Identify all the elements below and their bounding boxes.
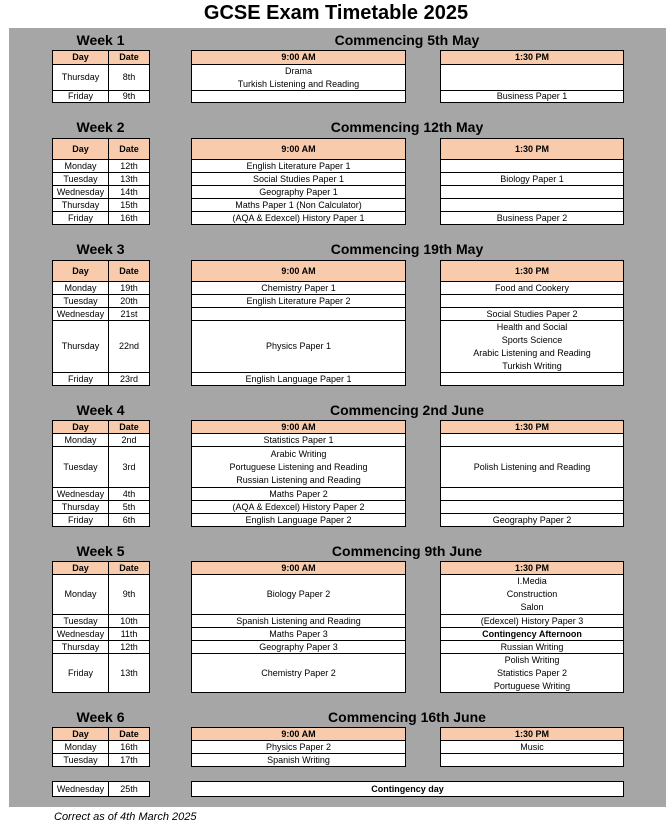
exam-entry: Food and Cookery bbox=[494, 282, 570, 293]
date-label: 11th bbox=[120, 628, 138, 639]
date-label: 20th bbox=[120, 295, 138, 306]
date-label: 9th bbox=[122, 91, 136, 101]
exam-entry: Sports Science bbox=[501, 334, 563, 345]
date-label: 3rd bbox=[122, 461, 136, 472]
date-label: 15th bbox=[120, 199, 138, 210]
pm-exam-cell bbox=[440, 294, 624, 308]
day-label: Thursday bbox=[61, 72, 100, 82]
header-label: Day bbox=[72, 421, 89, 432]
date-label: 2nd bbox=[121, 434, 137, 445]
date-cell bbox=[108, 372, 150, 386]
header-label: 9:00 AM bbox=[281, 421, 316, 432]
day-label: Tuesday bbox=[63, 461, 98, 472]
date-label: 13th bbox=[120, 667, 138, 678]
date-cell bbox=[108, 198, 150, 212]
header-label: Date bbox=[119, 143, 139, 154]
date-cell bbox=[108, 753, 150, 767]
exam-entry: Spanish Listening and Reading bbox=[236, 615, 361, 626]
day-label: Friday bbox=[67, 373, 93, 384]
header-label: 1:30 PM bbox=[514, 421, 549, 432]
pm-exam-cell bbox=[440, 211, 624, 225]
day-cell bbox=[52, 627, 109, 641]
exam-entry: Geography Paper 1 bbox=[259, 186, 338, 197]
day-label: Friday bbox=[67, 667, 93, 678]
exam-entry: Biology Paper 1 bbox=[500, 173, 564, 184]
header-label: Date bbox=[119, 728, 139, 739]
date-cell bbox=[108, 513, 150, 527]
header-label: Date bbox=[119, 52, 139, 62]
date-cell bbox=[108, 740, 150, 754]
exam-entry: Arabic Listening and Reading bbox=[473, 347, 591, 358]
date-cell bbox=[108, 446, 150, 488]
date-label: 4th bbox=[122, 488, 136, 499]
exam-entry: Polish Writing bbox=[504, 654, 560, 665]
pm-exam-cell bbox=[440, 487, 624, 501]
day-label: Monday bbox=[64, 434, 97, 445]
commencing-title: Commencing 16th June bbox=[328, 709, 486, 725]
pm-exam-cell bbox=[440, 513, 624, 527]
header-label: Day bbox=[72, 562, 89, 573]
day-label: Wednesday bbox=[56, 186, 105, 197]
contingency-day-cell bbox=[52, 781, 109, 797]
day-label: Tuesday bbox=[63, 295, 98, 306]
date-cell bbox=[108, 640, 150, 654]
date-label: 6th bbox=[122, 514, 136, 525]
day-label: Wednesday bbox=[56, 488, 105, 499]
pm-exam-cell bbox=[440, 740, 624, 754]
date-label: 10th bbox=[120, 615, 138, 626]
pm-exam-cell bbox=[440, 574, 624, 615]
column-header-day bbox=[52, 50, 109, 65]
exam-entry: Social Studies Paper 2 bbox=[486, 308, 578, 319]
day-cell bbox=[52, 433, 109, 447]
date-label: 8th bbox=[122, 72, 136, 82]
exam-entry: Business Paper 1 bbox=[496, 91, 568, 101]
column-header-date bbox=[108, 50, 150, 65]
am-exam-cell bbox=[191, 753, 406, 767]
commencing-title: Commencing 5th May bbox=[334, 32, 480, 48]
day-cell bbox=[52, 372, 109, 386]
day-label: Monday bbox=[64, 741, 97, 752]
am-exam-cell bbox=[191, 172, 406, 186]
day-cell bbox=[52, 500, 109, 514]
exam-entry: Turkish Writing bbox=[502, 360, 562, 371]
pm-exam-cell bbox=[440, 185, 624, 199]
am-exam-cell bbox=[191, 198, 406, 212]
exam-entry: Turkish Listening and Reading bbox=[237, 78, 360, 89]
column-header-day bbox=[52, 260, 109, 282]
exam-entry: Chemistry Paper 1 bbox=[261, 282, 336, 293]
exam-entry: Social Studies Paper 1 bbox=[252, 173, 345, 184]
header-label: 9:00 AM bbox=[281, 728, 316, 739]
pm-exam-cell bbox=[440, 753, 624, 767]
date-cell bbox=[108, 320, 150, 373]
exam-entry: Geography Paper 2 bbox=[492, 514, 572, 525]
am-exam-cell bbox=[191, 294, 406, 308]
pm-exam-cell bbox=[440, 159, 624, 173]
am-exam-cell bbox=[191, 281, 406, 295]
day-cell bbox=[52, 307, 109, 321]
header-label: Day bbox=[72, 143, 89, 154]
header-label: Date bbox=[119, 265, 139, 276]
column-header-pm bbox=[440, 561, 624, 575]
header-label: Day bbox=[72, 52, 89, 62]
exam-entry: I.Media bbox=[517, 576, 547, 586]
column-header-pm bbox=[440, 260, 624, 282]
day-cell bbox=[52, 640, 109, 654]
week-title: Week 6 bbox=[76, 709, 125, 725]
date-cell bbox=[108, 433, 150, 447]
exam-entry: (AQA & Edexcel) History Paper 2 bbox=[232, 501, 365, 512]
column-header-day bbox=[52, 561, 109, 575]
column-header-pm bbox=[440, 420, 624, 434]
day-cell bbox=[52, 64, 109, 91]
date-cell bbox=[108, 159, 150, 173]
day-cell bbox=[52, 653, 109, 693]
column-header-pm bbox=[440, 50, 624, 65]
commencing-title: Commencing 9th June bbox=[331, 543, 483, 559]
date-label: 25th bbox=[120, 783, 138, 794]
day-cell bbox=[52, 211, 109, 225]
column-header-pm bbox=[440, 727, 624, 741]
week-title: Week 1 bbox=[76, 32, 125, 48]
day-label: Thursday bbox=[61, 199, 100, 210]
exam-entry: Russian Listening and Reading bbox=[236, 474, 361, 485]
column-header-date bbox=[108, 727, 150, 741]
day-cell bbox=[52, 294, 109, 308]
date-label: 16th bbox=[120, 212, 138, 223]
date-label: 23rd bbox=[119, 373, 138, 384]
exam-entry: Biology Paper 2 bbox=[266, 589, 331, 599]
date-cell bbox=[108, 185, 150, 199]
header-label: 1:30 PM bbox=[514, 143, 549, 154]
exam-entry: Music bbox=[520, 741, 544, 752]
date-label: 22nd bbox=[118, 341, 140, 351]
header-label: Date bbox=[119, 562, 139, 573]
am-exam-cell bbox=[191, 211, 406, 225]
date-cell bbox=[108, 574, 150, 615]
contingency-date-cell bbox=[108, 781, 150, 797]
header-label: Date bbox=[119, 421, 139, 432]
day-label: Thursday bbox=[61, 341, 100, 351]
column-header-day bbox=[52, 420, 109, 434]
am-exam-cell bbox=[191, 640, 406, 654]
am-exam-cell bbox=[191, 627, 406, 641]
pm-exam-cell bbox=[440, 653, 624, 693]
exam-entry: (AQA & Edexcel) History Paper 1 bbox=[232, 212, 365, 223]
header-label: Day bbox=[72, 728, 89, 739]
pm-exam-cell bbox=[440, 500, 624, 514]
date-cell bbox=[108, 307, 150, 321]
exam-entry: Construction bbox=[506, 589, 558, 599]
header-label: 9:00 AM bbox=[281, 143, 316, 154]
exam-entry: Business Paper 2 bbox=[496, 212, 568, 223]
pm-exam-cell bbox=[440, 64, 624, 91]
date-cell bbox=[108, 281, 150, 295]
exam-entry: Physics Paper 1 bbox=[265, 341, 332, 351]
footer-note: Correct as of 4th March 2025 bbox=[54, 811, 197, 823]
day-label: Thursday bbox=[61, 641, 100, 652]
column-header-am bbox=[191, 727, 406, 741]
day-cell bbox=[52, 320, 109, 373]
exam-entry: Health and Social bbox=[496, 321, 568, 332]
date-cell bbox=[108, 211, 150, 225]
am-exam-cell bbox=[191, 64, 406, 91]
date-cell bbox=[108, 653, 150, 693]
exam-entry: Contingency Afternoon bbox=[482, 628, 582, 639]
pm-exam-cell bbox=[440, 281, 624, 295]
date-label: 16th bbox=[120, 741, 138, 752]
am-exam-cell bbox=[191, 740, 406, 754]
am-exam-cell bbox=[191, 372, 406, 386]
am-exam-cell bbox=[191, 90, 406, 103]
exam-entry: English Language Paper 1 bbox=[245, 373, 352, 384]
exam-entry: Polish Listening and Reading bbox=[473, 461, 591, 472]
contingency-label: Contingency day bbox=[371, 783, 444, 794]
header-label: 1:30 PM bbox=[514, 728, 549, 739]
exam-entry: Maths Paper 3 bbox=[269, 628, 328, 639]
exam-entry: Portuguese Listening and Reading bbox=[229, 461, 368, 472]
pm-exam-cell bbox=[440, 90, 624, 103]
date-cell bbox=[108, 90, 150, 103]
contingency-day-banner bbox=[191, 781, 624, 797]
week-title: Week 5 bbox=[76, 543, 125, 559]
date-cell bbox=[108, 64, 150, 91]
column-header-date bbox=[108, 138, 150, 160]
day-cell bbox=[52, 740, 109, 754]
date-cell bbox=[108, 500, 150, 514]
header-label: Day bbox=[72, 265, 89, 276]
am-exam-cell bbox=[191, 513, 406, 527]
am-exam-cell bbox=[191, 653, 406, 693]
day-label: Wednesday bbox=[56, 783, 105, 794]
pm-exam-cell bbox=[440, 640, 624, 654]
exam-entry: Statistics Paper 2 bbox=[496, 667, 568, 678]
header-label: 1:30 PM bbox=[514, 52, 549, 62]
commencing-title: Commencing 2nd June bbox=[329, 402, 485, 418]
pm-exam-cell bbox=[440, 433, 624, 447]
date-cell bbox=[108, 172, 150, 186]
day-cell bbox=[52, 753, 109, 767]
date-cell bbox=[108, 294, 150, 308]
header-label: 1:30 PM bbox=[514, 265, 549, 276]
exam-entry: Physics Paper 2 bbox=[265, 741, 332, 752]
am-exam-cell bbox=[191, 446, 406, 488]
date-label: 12th bbox=[120, 641, 138, 652]
exam-entry: Maths Paper 2 bbox=[269, 488, 328, 499]
day-label: Friday bbox=[67, 514, 93, 525]
date-label: 12th bbox=[120, 160, 138, 171]
am-exam-cell bbox=[191, 487, 406, 501]
day-cell bbox=[52, 281, 109, 295]
header-label: 9:00 AM bbox=[281, 265, 316, 276]
day-cell bbox=[52, 487, 109, 501]
column-header-pm bbox=[440, 138, 624, 160]
week-title: Week 2 bbox=[76, 119, 125, 135]
pm-exam-cell bbox=[440, 372, 624, 386]
date-cell bbox=[108, 627, 150, 641]
day-cell bbox=[52, 574, 109, 615]
page-title: GCSE Exam Timetable 2025 bbox=[203, 2, 469, 24]
day-label: Thursday bbox=[61, 501, 100, 512]
column-header-am bbox=[191, 561, 406, 575]
date-label: 13th bbox=[120, 173, 138, 184]
day-label: Wednesday bbox=[56, 628, 105, 639]
am-exam-cell bbox=[191, 320, 406, 373]
exam-entry: Arabic Writing bbox=[270, 448, 327, 459]
column-header-day bbox=[52, 727, 109, 741]
pm-exam-cell bbox=[440, 627, 624, 641]
exam-entry: Spanish Writing bbox=[267, 754, 330, 765]
date-label: 9th bbox=[122, 589, 136, 599]
date-label: 14th bbox=[120, 186, 138, 197]
pm-exam-cell bbox=[440, 320, 624, 373]
pm-exam-cell bbox=[440, 614, 624, 628]
column-header-date bbox=[108, 260, 150, 282]
pm-exam-cell bbox=[440, 172, 624, 186]
date-label: 5th bbox=[122, 501, 136, 512]
header-label: 1:30 PM bbox=[514, 562, 549, 573]
day-cell bbox=[52, 159, 109, 173]
column-header-date bbox=[108, 561, 150, 575]
header-label: 9:00 AM bbox=[281, 562, 316, 573]
exam-entry: (Edexcel) History Paper 3 bbox=[480, 615, 584, 626]
day-cell bbox=[52, 172, 109, 186]
exam-entry: Statistics Paper 1 bbox=[263, 434, 334, 445]
day-label: Friday bbox=[67, 212, 93, 223]
exam-entry: Russian Writing bbox=[500, 641, 564, 652]
am-exam-cell bbox=[191, 307, 406, 321]
am-exam-cell bbox=[191, 500, 406, 514]
exam-entry: Chemistry Paper 2 bbox=[261, 667, 336, 678]
day-cell bbox=[52, 446, 109, 488]
pm-exam-cell bbox=[440, 446, 624, 488]
day-cell bbox=[52, 198, 109, 212]
day-label: Wednesday bbox=[56, 308, 105, 319]
am-exam-cell bbox=[191, 185, 406, 199]
day-label: Monday bbox=[64, 160, 97, 171]
pm-exam-cell bbox=[440, 307, 624, 321]
am-exam-cell bbox=[191, 433, 406, 447]
day-label: Tuesday bbox=[63, 173, 98, 184]
am-exam-cell bbox=[191, 159, 406, 173]
day-label: Friday bbox=[67, 91, 93, 101]
commencing-title: Commencing 19th May bbox=[330, 241, 484, 257]
column-header-am bbox=[191, 138, 406, 160]
exam-entry: English Literature Paper 2 bbox=[246, 295, 351, 306]
day-label: Tuesday bbox=[63, 754, 98, 765]
column-header-am bbox=[191, 50, 406, 65]
exam-entry: Maths Paper 1 (Non Calculator) bbox=[235, 199, 362, 210]
am-exam-cell bbox=[191, 574, 406, 615]
commencing-title: Commencing 12th May bbox=[330, 119, 484, 135]
day-label: Monday bbox=[64, 589, 97, 599]
column-header-am bbox=[191, 260, 406, 282]
exam-entry: English Language Paper 2 bbox=[245, 514, 352, 525]
day-cell bbox=[52, 185, 109, 199]
exam-entry: Salon bbox=[520, 602, 544, 612]
exam-entry: Drama bbox=[284, 65, 312, 76]
column-header-am bbox=[191, 420, 406, 434]
week-title: Week 3 bbox=[76, 241, 125, 257]
column-header-day bbox=[52, 138, 109, 160]
date-label: 17th bbox=[120, 754, 138, 765]
column-header-date bbox=[108, 420, 150, 434]
week-title: Week 4 bbox=[76, 402, 125, 418]
date-label: 19th bbox=[120, 282, 138, 293]
day-cell bbox=[52, 614, 109, 628]
am-exam-cell bbox=[191, 614, 406, 628]
exam-entry: Geography Paper 3 bbox=[259, 641, 338, 652]
day-cell bbox=[52, 513, 109, 527]
exam-entry: Portuguese Writing bbox=[493, 680, 571, 691]
day-label: Tuesday bbox=[63, 615, 98, 626]
exam-entry: English Literature Paper 1 bbox=[246, 160, 351, 171]
date-cell bbox=[108, 487, 150, 501]
day-label: Monday bbox=[64, 282, 97, 293]
day-cell bbox=[52, 90, 109, 103]
date-label: 21st bbox=[120, 308, 138, 319]
date-cell bbox=[108, 614, 150, 628]
pm-exam-cell bbox=[440, 198, 624, 212]
header-label: 9:00 AM bbox=[281, 52, 316, 62]
